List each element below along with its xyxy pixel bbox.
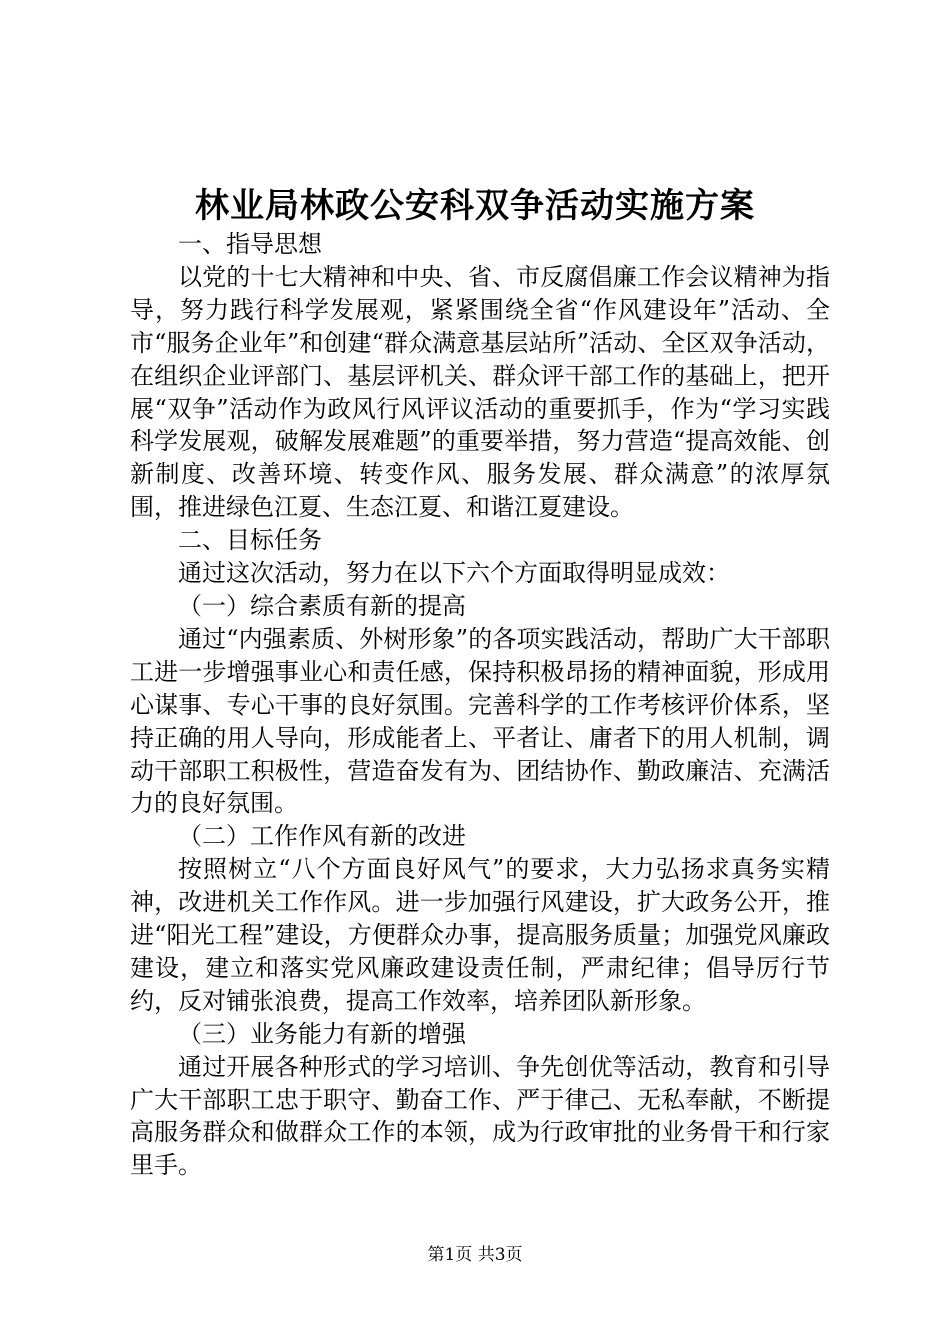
document-title: 林业局林政公安科双争活动实施方案 (195, 186, 755, 226)
section-heading-2: 二、目标任务 (178, 526, 322, 555)
page-footer: 第1页 共3页 (427, 1245, 523, 1265)
section-heading-1: 一、指导思想 (178, 230, 322, 258)
paragraph-quality: 通过“内强素质、外树形象”的各项实践活动，帮助广大干部职工进一步增强事业心和责任感，保持积极昂扬的精神面貌，形成用心谋事、专心干事的良好氛围。完善科学的工作考核评价体系，坚持正确的用人导向，形成能者上、平者让、庸者下的用人机制，调动干部职工积极性，营造奋发有为、团结协作、勤政廉洁、充满活力的良好氛围。 (130, 624, 830, 818)
paragraph-goals-intro: 通过这次活动，努力在以下六个方面取得明显成效： (178, 559, 730, 588)
paragraph-work-style: 按照树立“八个方面良好风气”的要求，大力弘扬求真务实精神，改进机关工作作风。进一步加强行风建设，扩大政务公开，推进“阳光工程”建设，方便群众办事，提高服务质量；加强党风廉政建设，建立和落实党风廉政建设责任制，严肃纪律；倡导厉行节约，反对铺张浪费，提高工作效率，培养团队新形象。 (130, 855, 830, 1015)
subheading-3: （三）业务能力有新的增强 (178, 1019, 466, 1048)
subheading-2: （二）工作作风有新的改进 (178, 822, 466, 851)
paragraph-guiding-thought: 以党的十七大精神和中央、省、市反腐倡廉工作会议精神为指导，努力践行科学发展观，紧紧围绕全省“作风建设年”活动、全市“服务企业年”和创建“群众满意基层站所”活动、全区双争活动，在组织企业评部门、基层评机关、群众评干部工作的基础上，把开展“双争”活动作为政风行风评议活动的重要抓手，作为“学习实践科学发展观，破解发展难题”的重要举措，努力营造“提高效能、创新制度、改善环境、转变作风、服务发展、群众满意”的浓厚氛围，推进绿色江夏、生态江夏、和谐江夏建设。 (130, 262, 830, 522)
paragraph-ability: 通过开展各种形式的学习培训、争先创优等活动，教育和引导广大干部职工忠于职守、勤奋工作、严于律己、无私奉献，不断提高服务群众和做群众工作的本领，成为行政审批的业务骨干和行家里手。 (130, 1052, 830, 1180)
document-body (130, 228, 830, 1182)
subheading-1: （一）综合素质有新的提高 (178, 591, 466, 620)
